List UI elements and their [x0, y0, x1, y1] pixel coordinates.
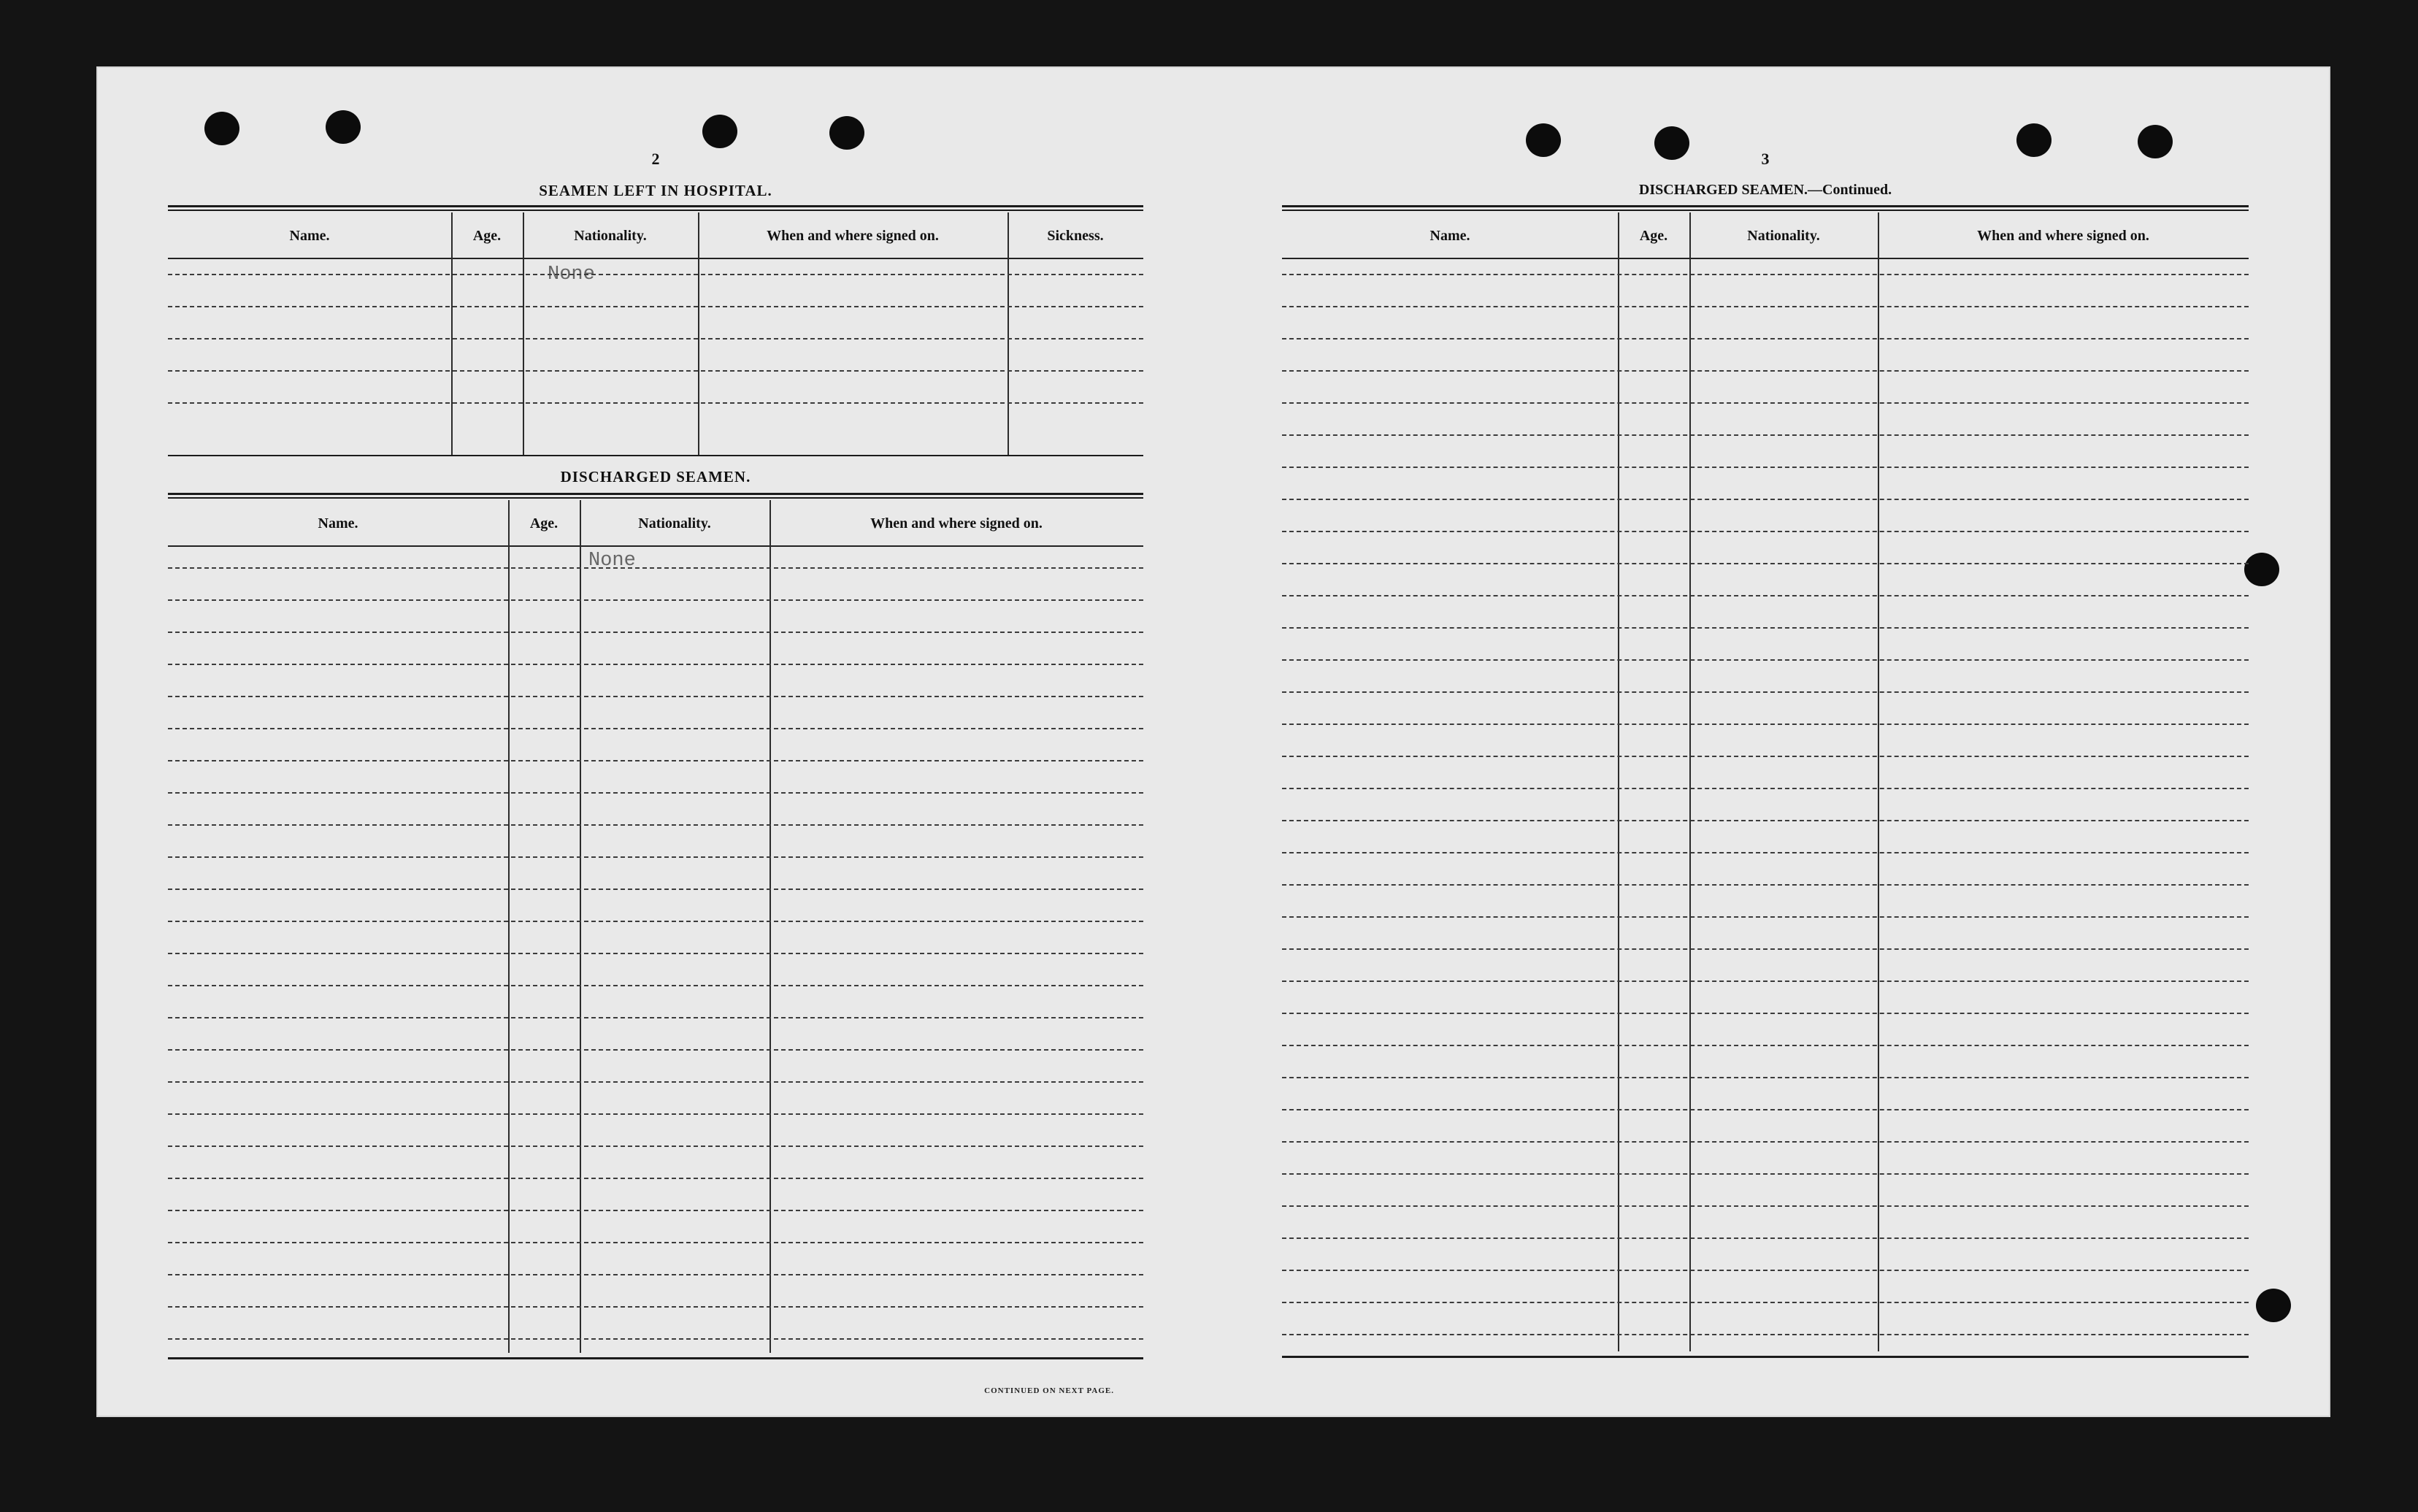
ledger-rule-line [168, 1306, 1143, 1308]
column-header: Age. [472, 227, 502, 244]
hospital-table [168, 212, 1143, 455]
ledger-rule-line [1282, 1013, 2249, 1014]
ledger-rule-line [1282, 1302, 2249, 1303]
column-header: Nationality. [638, 515, 711, 531]
ledger-rule-line [168, 1338, 1143, 1340]
ledger-rule-line [168, 985, 1143, 986]
ledger-rule-line [168, 1242, 1143, 1243]
page-number: 2 [651, 150, 660, 168]
nationality-entry: None [588, 550, 636, 572]
ledger-rule-line [1282, 1334, 2249, 1335]
ledger-rule-line [168, 1178, 1143, 1179]
column-header: Age. [529, 515, 559, 531]
ledger-rule-line [168, 728, 1143, 729]
column-header: Age. [1639, 227, 1668, 244]
column-header: Name. [1429, 227, 1470, 244]
ledger-rule-line [168, 664, 1143, 665]
continued-note: CONTINUED ON NEXT PAGE. [984, 1386, 1114, 1395]
ledger-rule-line [1282, 402, 2249, 404]
ledger-rule-line [168, 1145, 1143, 1147]
ledger-rule-line [1282, 948, 2249, 950]
ledger-rule-line [168, 402, 1143, 404]
ledger-rule-line [168, 567, 1143, 569]
scanned-document [98, 68, 2329, 1416]
ledger-rule-line [1282, 852, 2249, 853]
discharged-section-title: DISCHARGED SEAMEN. [560, 468, 751, 486]
discharged-continued-table [1282, 212, 2249, 1351]
punch-hole [2244, 553, 2279, 586]
nationality-entry: None [548, 264, 595, 285]
ledger-rule-line [168, 824, 1143, 826]
ledger-rule-line [1282, 434, 2249, 436]
ledger-rule-line [168, 1017, 1143, 1018]
ledger-rule-line [1282, 595, 2249, 596]
ledger-rule-line [168, 274, 1143, 275]
ledger-rule-line [1282, 531, 2249, 532]
column-header: When and where signed on. [1977, 227, 2149, 244]
ledger-rule-line [1282, 499, 2249, 500]
punch-hole [2256, 1289, 2291, 1322]
ledger-rule-line [1282, 820, 2249, 821]
right-page [1282, 112, 2249, 1397]
ledger-rule-line [168, 921, 1143, 922]
ledger-rule-line [168, 599, 1143, 601]
column-header: Nationality. [1747, 227, 1820, 244]
ledger-rule-line [1282, 1141, 2249, 1143]
ledger-rule-line [1282, 981, 2249, 982]
page-number: 3 [1761, 150, 1770, 168]
ledger-rule-line [168, 696, 1143, 697]
ledger-rule-line [168, 370, 1143, 372]
ledger-rule-line [168, 953, 1143, 954]
ledger-rule-line [168, 1274, 1143, 1275]
column-header: Name. [318, 515, 358, 531]
ledger-rule-line [1282, 1173, 2249, 1175]
ledger-rule-line [168, 338, 1143, 339]
discharged-continued-title: DISCHARGED SEAMEN.—Continued. [1638, 182, 1892, 198]
column-header: Name. [289, 227, 330, 244]
ledger-rule-line [1282, 306, 2249, 307]
ledger-rule-line [1282, 916, 2249, 918]
ledger-rule-line [1282, 1237, 2249, 1239]
ledger-rule-line [168, 1081, 1143, 1083]
ledger-rule-line [1282, 338, 2249, 339]
ledger-rule-line [1282, 788, 2249, 789]
ledger-rule-line [168, 792, 1143, 794]
ledger-rule-line [168, 306, 1143, 307]
ledger-rule-line [1282, 370, 2249, 372]
ledger-rule-line [1282, 1077, 2249, 1078]
ledger-rule-line [1282, 1045, 2249, 1046]
ledger-rule-line [1282, 627, 2249, 629]
column-header: Sickness. [1047, 227, 1104, 244]
ledger-rule-line [1282, 884, 2249, 886]
ledger-rule-line [168, 856, 1143, 858]
ledger-rule-line [1282, 1270, 2249, 1271]
column-header: When and where signed on. [767, 227, 939, 244]
ledger-rule-line [1282, 274, 2249, 275]
ledger-rule-line [1282, 563, 2249, 564]
ledger-rule-line [1282, 691, 2249, 693]
ledger-rule-line [1282, 659, 2249, 661]
ledger-rule-line [168, 632, 1143, 633]
ledger-rule-line [1282, 1109, 2249, 1110]
ledger-rule-line [1282, 1205, 2249, 1207]
ledger-rule-line [168, 889, 1143, 890]
ledger-rule-line [1282, 724, 2249, 725]
ledger-rule-line [168, 1210, 1143, 1211]
ledger-rule-line [168, 1049, 1143, 1051]
ledger-rule-line [168, 1113, 1143, 1115]
ledger-rule-line [1282, 756, 2249, 757]
hospital-section-title: SEAMEN LEFT IN HOSPITAL. [539, 182, 772, 199]
ledger-rule-line [1282, 467, 2249, 468]
column-header: Nationality. [574, 227, 647, 244]
ledger-rule-line [168, 760, 1143, 761]
discharged-table [168, 500, 1143, 1353]
column-header: When and where signed on. [870, 515, 1043, 531]
left-page [168, 112, 1143, 1397]
